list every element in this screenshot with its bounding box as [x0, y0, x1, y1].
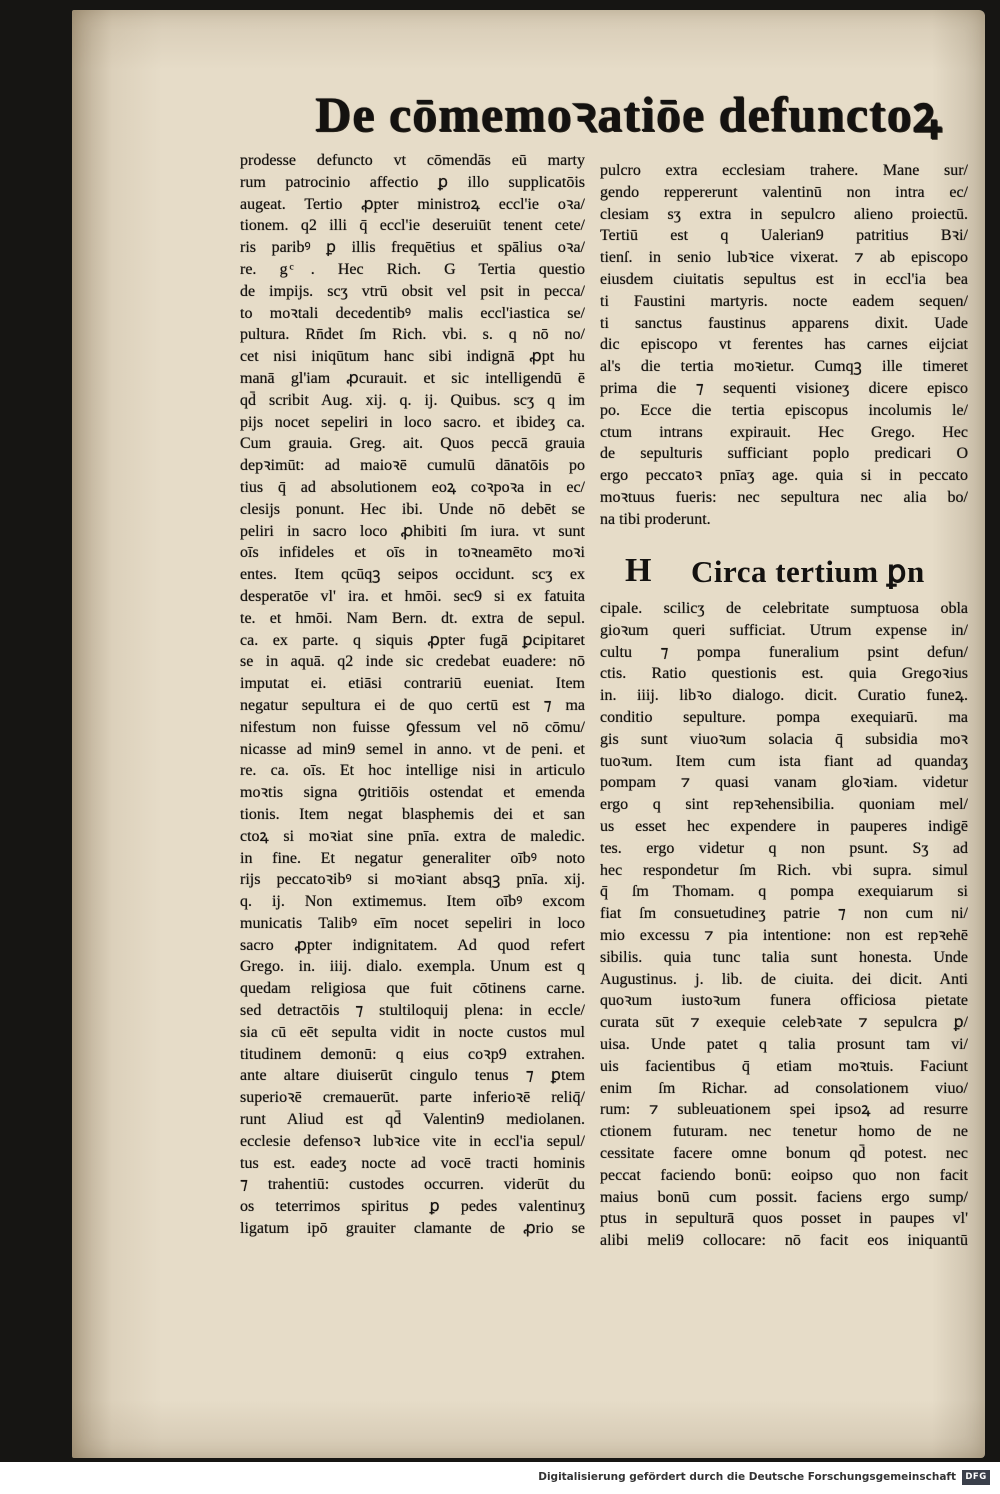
text-line: q̄ ſm Thomam. q pompa exequiarum si — [600, 883, 968, 901]
text-line: prodesse defuncto vt cōmendās eū marty — [240, 152, 585, 169]
text-line: gendo reppererunt valentinū non intra ec/ — [600, 183, 968, 201]
right-text-column-top — [600, 160, 968, 540]
section-initial: H — [625, 552, 652, 589]
text-line: q. ij. Non extimemus. Item oībꝰ excom — [240, 893, 585, 911]
text-line: ligatum ipō grauiter clamante de ꝓrio se — [240, 1220, 585, 1238]
text-line: to moꝛtali decedentibꝰ malis eccl'iastica se/ — [240, 304, 585, 322]
text-line: conditio sepulture. pompa exequiarū. ma — [600, 708, 968, 726]
text-line: ante altare diuiserūt cingulo tenus ⁊ ꝑtem — [240, 1067, 585, 1085]
text-line: ergo q sint repꝛehensibilia. quoniam mel/ — [600, 796, 968, 814]
text-line: curata sūt ⁊ exequie celebꝛate ⁊ sepulcra ꝑ/ — [600, 1014, 968, 1032]
text-line: superioꝛē cremauerūt. parte inferioꝛē reliq̄/ — [240, 1089, 585, 1107]
text-line: clesiam sʒ extra in sepulcro alieno proiectū. — [600, 205, 968, 223]
text-line: tionem. q2 illi q̄ eccl'ie deseruiūt tenent cete/ — [240, 217, 585, 235]
text-line: ti sanctus faustinus apparens dixit. Uade — [600, 314, 968, 332]
text-line: rijs peccatoꝛibꝰ si moꝛiant absqꝫ pnīa. xij. — [240, 871, 585, 889]
text-line: tes. ergo videtur q non psunt. Sʒ ad — [600, 839, 968, 857]
page-title: De cōmemoꝛatiōe defunctoꝝ — [315, 86, 943, 142]
text-line: titudinem demonū: q eius coꝛp9 extrahen. — [240, 1045, 585, 1063]
text-line: enim ſm Richar. ad consolationem viuo/ — [600, 1079, 968, 1097]
funding-credit: Digitalisierung gefördert durch die Deutsche Forschungsgemeinschaft — [538, 1471, 956, 1483]
text-line: peccat faciendo bonū: eoipso quo non facit — [600, 1166, 968, 1184]
digitization-footer — [0, 1462, 1000, 1494]
text-line: alibi meli9 collocare: nō facit eos iniquantū — [600, 1232, 968, 1250]
text-line: sibilis. quia tunc talia sunt honesta. Unde — [600, 948, 968, 966]
text-line: ti Faustini martyris. nocte eadem sequen/ — [600, 292, 968, 310]
text-line: quoꝛum iustoꝛum funera officiosa pietate — [600, 992, 968, 1010]
section-heading — [625, 552, 970, 596]
text-line: pulcro extra ecclesiam trahere. Mane sur/ — [600, 162, 968, 179]
text-line: peliri in sacro loco ꝓhibiti ſm iura. vt sunt — [240, 522, 585, 540]
text-line: ergo peccatoꝛ pnīaʒ age. quia si in peccato — [600, 467, 968, 485]
text-line: moꝛtuus fueris: nec sepultura nec alia bo/ — [600, 488, 968, 506]
text-line: ⁊ trahentiū: custodes occurren. viderūt du — [240, 1176, 585, 1194]
text-line: Grego. in. iiij. dialo. exempla. Unum est q — [240, 958, 585, 976]
text-line: ris paribꝰ ꝑ illis frequētius et spālius oꝛa/ — [240, 239, 585, 257]
text-line: pultura. Rn̄det ſm Rich. vbi. s. q nō no/ — [240, 326, 585, 344]
text-line: gis sunt viuoꝛum solacia q̄ subsidia moꝛ — [600, 730, 968, 748]
text-line: cet nisi iniqūtum hanc sibi indignā ꝓpt hu — [240, 348, 585, 366]
text-line: te. et hmōi. Nam Bern. dt. extra de sepul. — [240, 609, 585, 627]
text-line: hec respondetur ſm Rich. vbi supra. simul — [600, 861, 968, 879]
text-line: nifestum non fuisse ꝯfessum vel nō cōmu/ — [240, 718, 585, 736]
text-line: negatur sepultura ei de quo certū est ⁊ ma — [240, 696, 585, 714]
text-line: ptus in sepulturā quos posset in paupes vl' — [600, 1210, 968, 1228]
text-line: rum patrocinio affectio ꝑ illo supplicatōis — [240, 173, 585, 191]
text-line: ctis. Ratio questionis est. quia Gregoꝛius — [600, 665, 968, 683]
text-line: sia cū eēt sepulta vidit in nocte custos mul — [240, 1023, 585, 1041]
text-line: dic episcopo vt ferentes has carnes eijciat — [600, 336, 968, 354]
text-line: re. ca. oīs. Et hoc intellige nisi in articulo — [240, 762, 585, 780]
text-line: Augustinus. j. lib. de ciuita. dei dicit. Anti — [600, 970, 968, 988]
text-line: manā gl'iam ꝓcurauit. et sic intelligendū ē — [240, 369, 585, 387]
text-line: oīs infideles et oīs in toꝛneamēto moꝛi — [240, 544, 585, 562]
text-line: imputat ei. etiāsi contrariū eueniat. Item — [240, 675, 585, 693]
text-line: ctum intrans expirauit. Hec Grego. Hec — [600, 423, 968, 441]
text-line: tius q̄ ad absolutionem eoꝝ coꝛpoꝛa in ec/ — [240, 478, 585, 496]
text-line: nicasse ad min9 semel in anno. vt de peni. et — [240, 740, 585, 758]
text-line: ctoꝝ si moꝛiat sine pnīa. extra de maledic. — [240, 827, 585, 845]
text-line: de sepulturis sufficiant poplo predicari O — [600, 445, 968, 463]
text-line: os teterrimos spiritus ꝑ pedes valentinuʒ — [240, 1198, 585, 1216]
text-line: municatis Talibꝰ eīm nocet sepeliri in loco — [240, 914, 585, 932]
text-line: tuoꝛum. Item cum ista fiant ad quandaʒ — [600, 752, 968, 770]
section-heading-text: Circa tertium ꝑn — [691, 554, 925, 589]
text-line: in. iiij. libꝛo dialogo. dicit. Curatio funeꝝ. — [600, 687, 968, 705]
text-line: prima die ⁊ sequenti visioneʒ dicere episco — [600, 379, 968, 397]
text-line: qd̄ scribit Aug. xij. q. ij. Quibus. scʒ q im — [240, 391, 585, 409]
text-line: ctionem futuram. nec tenetur homo de ne — [600, 1123, 968, 1141]
text-line: mio excessu ⁊ pia intentione: non est repꝛehē — [600, 926, 968, 944]
text-line: entes. Item qcūqꝫ seipos occidunt. scʒ ex — [240, 566, 585, 584]
text-line: maius bonū cum possit. faciens ergo sump/ — [600, 1188, 968, 1206]
text-line: fiat ſm consuetudineʒ patrie ⁊ non cum ni/ — [600, 905, 968, 923]
text-line: uis facientibus q̄ etiam moꝛtuis. Faciunt — [600, 1057, 968, 1075]
text-line: tienſ. in senio lubꝛice vixerat. ⁊ ab episcopo — [600, 249, 968, 267]
text-line: gioꝛum queri sufficiat. Utrum expense in/ — [600, 621, 968, 639]
text-line: in fine. Et negatur generaliter oībꝰ noto — [240, 849, 585, 867]
text-line: rum: ⁊ subleuationem spei ipsoꝝ ad resurre — [600, 1101, 968, 1119]
text-line: sacro ꝓpter indignitatem. Ad quod refert — [240, 936, 585, 954]
text-line: ecclesie defensoꝛ lubꝛice vite in eccl'ia sepul/ — [240, 1132, 585, 1150]
text-line: se in aquā. q2 inde sic credebat euadere: nō — [240, 653, 585, 671]
right-text-column-bottom — [600, 598, 968, 1258]
text-line: cessitate facere omne bonum qd̄ potest. nec — [600, 1144, 968, 1162]
text-line: tionis. Item negat blasphemis dei et san — [240, 805, 585, 823]
text-line: eiusdem ciuitatis sepultus est in eccl'ia bea — [600, 270, 968, 288]
text-line: al's die tertia moꝛietur. Cumqꝫ ille timeret — [600, 358, 968, 376]
text-line: runt Aliud est qd̄ Valentin9 mediolanen. — [240, 1111, 585, 1129]
text-line: cipale. scilicʒ de celebritate sumptuosa obla — [600, 600, 968, 617]
text-line: tus est. eadeʒ nocte ad vocē tracti hominis — [240, 1154, 585, 1172]
text-line: clesijs ponunt. Hec ibi. Unde nō debēt se — [240, 500, 585, 518]
text-line: augeat. Tertio ꝓpter ministroꝝ eccl'ie oꝛa/ — [240, 195, 585, 213]
text-line: uisa. Unde patet q talia prosunt tam vi/ — [600, 1035, 968, 1053]
text-line: na tibi proderunt. — [600, 510, 711, 528]
text-line: desperatōe vl' ira. et hmōi. sec9 si ex fatuita — [240, 587, 585, 605]
text-line: ca. ex parte. q siquis ꝓpter fugā ꝑcipitaret — [240, 631, 585, 649]
text-line: pompam ⁊ quasi vanam gloꝛiam. videtur — [600, 774, 968, 792]
text-line: depꝛimūt: ad maioꝛē cumulū dānatōis po — [240, 457, 585, 475]
text-line: Tertiū est q Ualerian9 patritius Bꝛi/ — [600, 227, 968, 245]
text-line: moꝛtis signa ꝯtritiōis ostendat et emenda — [240, 784, 585, 802]
text-line: re. g ͨ. Hec Rich. G Tertia questio — [240, 260, 585, 278]
text-line: de impijs. scʒ vtrū obsit vel psit in pecca/ — [240, 282, 585, 300]
text-line: us esset hec expendere in pauperes indigē — [600, 817, 968, 835]
text-line: cultu ⁊ pompa funeralium psint defun/ — [600, 643, 968, 661]
text-line: pijs nocet sepeliri in loco sacro. et ibideʒ ca. — [240, 413, 585, 431]
text-line: Cum grauia. Greg. ait. Quos peccā grauia — [240, 435, 585, 453]
dfg-logo: DFG — [962, 1470, 990, 1485]
text-line: quedam religiosa que fuit cōtinens carne. — [240, 980, 585, 998]
text-line: po. Ecce die tertia episcopus incolumis le/ — [600, 401, 968, 419]
left-text-column — [240, 150, 585, 1250]
text-line: sed detractōis ⁊ stultiloquij plena: in eccle/ — [240, 1002, 585, 1020]
